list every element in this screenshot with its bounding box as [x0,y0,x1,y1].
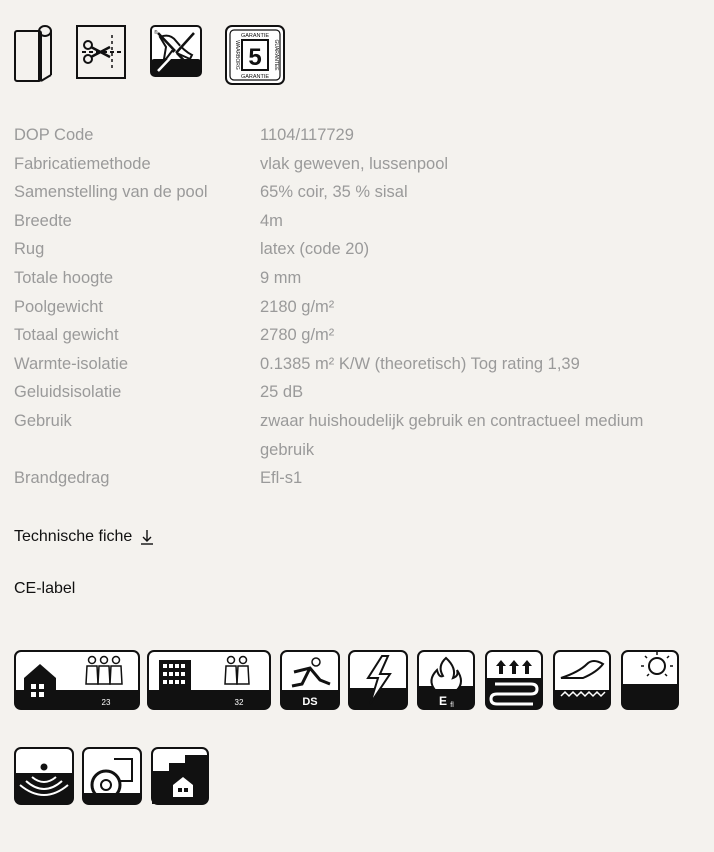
spec-label: Breedte [14,211,72,230]
spec-row [14,407,694,464]
stairs-suitable-icon [151,747,209,805]
guarantee-label-right: GUARANTEE [273,39,279,71]
spec-label: Samenstelling van de pool [14,183,208,202]
acoustic-insulation-icon [14,747,74,805]
spec-label: Totaal gewicht [14,326,119,345]
contract-class-number: 32 [234,698,244,707]
fire-class-sub: fl [450,702,454,709]
spec-value: 65% coir, 35 % sisal [260,183,408,202]
spec-row [14,264,694,293]
spec-row [14,150,694,179]
guarantee-label-bottom: GARANTIE [240,74,270,80]
spec-label: Gebruik [14,411,72,430]
castor-chair-icon [553,650,611,710]
spec-row [14,378,694,407]
spec-value: Efl-s1 [260,469,303,488]
spec-value: 1104/117729 [260,126,354,144]
spec-label: Totale hoogte [14,268,114,287]
technical-sheet-link[interactable] [14,528,154,546]
technical-sheet-label[interactable]: Technische fiche [14,528,133,545]
spec-label: Brandgedrag [14,469,110,488]
guarantee-number: 5 [248,44,262,71]
carpet-roll-icon [14,25,52,83]
light-fastness-icon [621,650,679,710]
spec-value: 2180 g/m² [260,297,335,316]
download-icon[interactable] [140,529,154,545]
stiletto-heel-not-allowed-icon [150,25,202,77]
underfloor-heating-icon [485,650,543,710]
spec-row [14,207,694,236]
fire-class-label: E [438,694,448,708]
contract-use-class-icon [147,650,271,710]
castor-wheel-icon [82,747,142,805]
spec-row [14,350,694,379]
spec-value: latex (code 20) [260,240,370,259]
spec-value: 9 mm [260,268,302,287]
fire-behaviour-icon [417,650,475,710]
spec-row [14,464,694,493]
spec-label: DOP Code [14,126,94,144]
spec-value: vlak geweven, lussenpool [260,154,449,173]
spec-value: 25 dB [260,383,304,402]
guarantee-label-left: WAARBORG [234,40,240,70]
ce-label-text[interactable]: CE-label [14,580,76,597]
spec-row [14,293,694,322]
slip-resistance-icon [280,650,340,710]
spec-value: 2780 g/m² [260,326,335,345]
spec-row [14,321,694,350]
cut-pile-scissors-icon [76,25,126,79]
ce-label-link[interactable] [14,580,75,598]
guarantee-label-top: GARANTIE [240,33,270,39]
spec-row [14,235,694,264]
spec-value: zwaar huishoudelijk gebruik en contractueel medium gebruik [260,411,644,459]
spec-row [14,121,694,150]
spec-label: Warmte-isolatie [14,354,128,373]
domestic-use-class-icon [14,650,140,710]
spec-label: Fabricatiemethode [14,154,151,173]
spec-label: Rug [14,240,45,259]
spec-value: 0.1385 m² K/W (theoretisch) Tog rating 1,39 [260,354,580,373]
antistatic-icon [348,650,408,710]
svg-text:®: ® [154,30,158,36]
spec-table [14,121,694,493]
domestic-class-number: 23 [101,698,111,707]
slip-class-label: DS [302,696,318,708]
spec-value: 4m [260,211,283,230]
guarantee-5-years-icon [225,25,285,85]
spec-label: Poolgewicht [14,297,103,316]
spec-row [14,178,694,207]
spec-label: Geluidsisolatie [14,383,122,402]
